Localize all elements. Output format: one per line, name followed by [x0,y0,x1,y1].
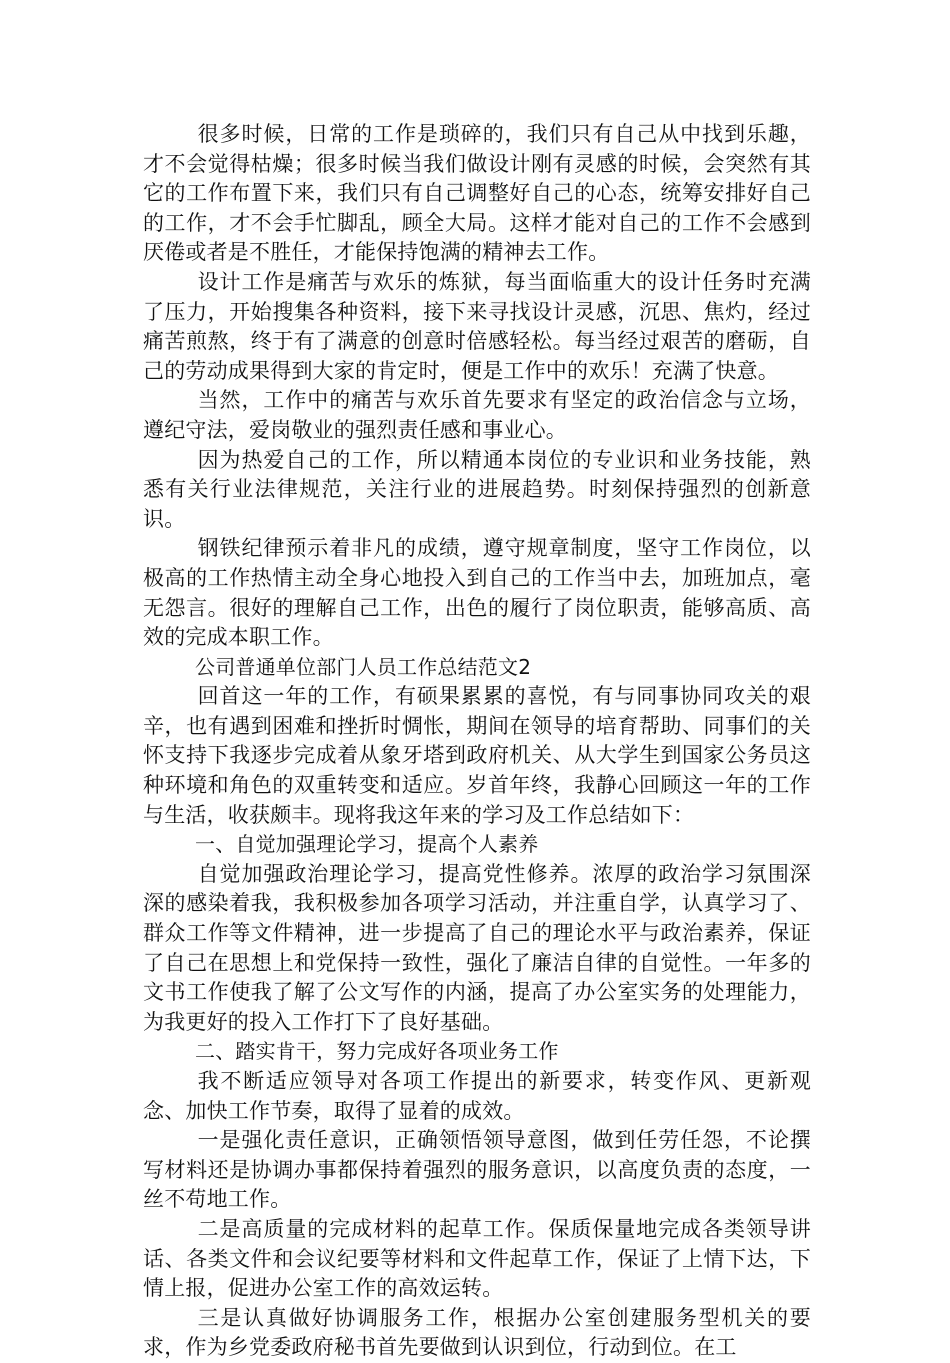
paragraph: 自觉加强政治理论学习，提高党性修养。浓厚的政治学习氛围深深的感染着我，我积极参加各项学习活动，并注重自学，认真学习了、群众工作等文件精神，进一步提高了自己的理论水平与政治素养，保证了自己在思想上和党保持一致性，强化了廉洁自律的自觉性。一年多的文书工作使我了解了公文写作的内涵，提高了办公室实务的处理能力，为我更好的投入工作打下了良好基础。 [143,861,811,1034]
paragraph: 回首这一年的工作，有硕果累累的喜悦，有与同事协同攻关的艰辛，也有遇到困难和挫折时惆怅，期间在领导的培育帮助、同事们的关怀支持下我逐步完成着从象牙塔到政府机关、从大学生到国家公务员这种环境和角色的双重转变和适应。岁首年终，我静心回顾这一年的工作与生活，收获颇丰。现将我这年来的学习及工作总结如下： [143,684,811,827]
section-title: 公司普通单位部门人员工作总结范文2 [195,654,532,679]
document-body [143,120,811,1363]
paragraph: 当然，工作中的痛苦与欢乐首先要求有坚定的政治信念与立场，遵纪守法，爱岗敬业的强烈责任感和事业心。 [143,388,811,442]
section-heading: 一、自觉加强理论学习，提高个人素养 [195,832,539,857]
paragraph: 一是强化责任意识，正确领悟领导意图，做到任劳任怨，不论撰写材料还是协调办事都保持着强烈的服务意识，以高度负责的态度，一丝不苟地工作。 [143,1128,811,1212]
paragraph: 我不断适应领导对各项工作提出的新要求，转变作风、更新观念、加快工作节奏，取得了显着的成效。 [143,1069,811,1123]
paragraph: 因为热爱自己的工作，所以精通本岗位的专业识和业务技能，熟悉有关行业法律规范，关注行业的进展趋势。时刻保持强烈的创新意识。 [143,447,811,531]
paragraph: 钢铁纪律预示着非凡的成绩，遵守规章制度，坚守工作岗位，以极高的工作热情主动全身心地投入到自己的工作当中去，加班加点，毫无怨言。很好的理解自己工作，出色的履行了岗位职责，能够高质、高效的完成本职工作。 [143,536,811,650]
paragraph: 三是认真做好协调服务工作，根据办公室创建服务型机关的要求，作为乡党委政府秘书首先要做到认识到位，行动到位。在工 [143,1305,811,1360]
paragraph: 很多时候，日常的工作是琐碎的，我们只有自己从中找到乐趣，才不会觉得枯燥；很多时候当我们做设计刚有灵感的时候，会突然有其它的工作布置下来，我们只有自己调整好自己的心态，统筹安排好自己的工作，才不会手忙脚乱，顾全大局。这样才能对自己的工作不会感到厌倦或者是不胜任，才能保持饱满的精神去工作。 [143,122,811,265]
paragraph: 二是高质量的完成材料的起草工作。保质保量地完成各类领导讲话、各类文件和会议纪要等材料和文件起草工作，保证了上情下达，下情上报，促进办公室工作的高效运转。 [143,1216,811,1301]
paragraph: 设计工作是痛苦与欢乐的炼狱，每当面临重大的设计任务时充满了压力，开始搜集各种资料，接下来寻找设计灵感，沉思、焦灼，经过痛苦煎熬，终于有了满意的创意时倍感轻松。每当经过艰苦的磨砺，自己的劳动成果得到大家的肯定时，便是工作中的欢乐！充满了快意。 [143,269,811,383]
section-heading: 二、踏实肯干，努力完成好各项业务工作 [195,1039,559,1064]
